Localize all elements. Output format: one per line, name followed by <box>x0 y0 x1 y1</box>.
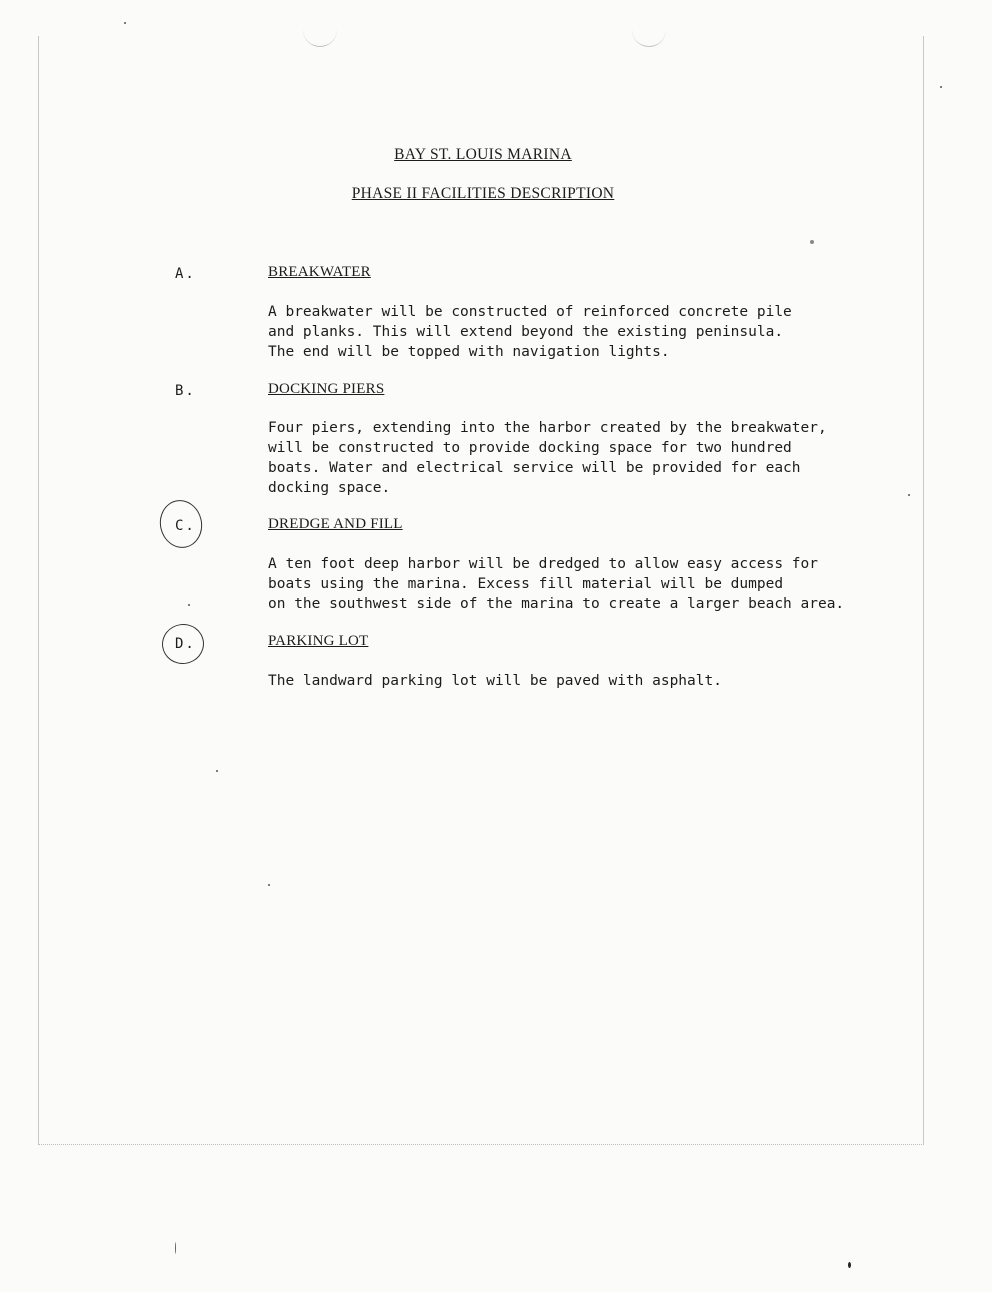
scan-speck <box>216 770 218 772</box>
section-a-body: A breakwater will be constructed of reinforced concrete pile and planks. This will extend beyond the existing peninsula. The end will be topped with navigation lights. <box>268 304 792 360</box>
section-d-letter: D. <box>175 636 196 652</box>
document-title: BAY ST. LOUIS MARINA <box>394 146 572 163</box>
section-a-heading: BREAKWATER <box>268 264 371 280</box>
scan-speck <box>188 604 190 606</box>
scan-speck <box>908 494 910 496</box>
scan-speck <box>848 1262 851 1268</box>
scan-speck <box>810 240 814 244</box>
scan-speck <box>940 86 942 88</box>
section-b-heading: DOCKING PIERS <box>268 381 385 397</box>
section-b-letter: B. <box>175 383 196 399</box>
section-c-body: A ten foot deep harbor will be dredged to allow easy access for boats using the marina. Excess fill material will be dumped on the southwest side of the marina to create a larger beach area. <box>268 556 845 612</box>
section-c-letter: C. <box>175 518 196 534</box>
scan-speck <box>175 1242 176 1254</box>
scan-speck <box>124 22 126 24</box>
section-a-letter: A. <box>175 266 196 282</box>
scan-speck <box>268 884 270 886</box>
document-subtitle: PHASE II FACILITIES DESCRIPTION <box>351 185 615 202</box>
section-d-body: The landward parking lot will be paved with asphalt. <box>268 673 722 689</box>
section-b-body: Four piers, extending into the harbor created by the breakwater, will be constructed to provide docking space for two hundred boats. Water and electrical service will be provided for each docking space. <box>268 420 827 496</box>
section-d-heading: PARKING LOT <box>268 633 369 649</box>
section-c-heading: DREDGE AND FILL <box>268 516 403 532</box>
